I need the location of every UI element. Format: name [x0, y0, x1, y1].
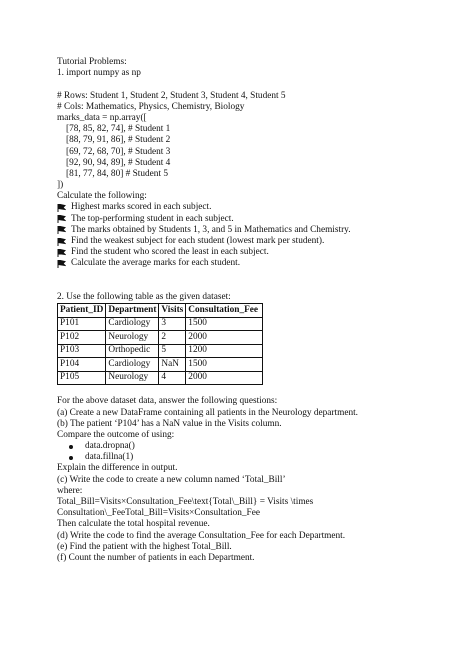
formula-line-1: Total_Bill=Visits×Consultation_Fee\text{Total\_Bill} = Visits \times — [57, 497, 314, 507]
table-cell: Cardiology — [106, 358, 159, 372]
bullet-dot-icon — [69, 456, 73, 460]
table-cell: 2000 — [186, 371, 263, 385]
marks-declaration: marks_data = np.array([ — [57, 112, 147, 123]
method-text: data.dropna() — [85, 441, 135, 452]
calc-intro: Calculate the following: — [57, 191, 147, 202]
table-cell: P103 — [58, 344, 106, 358]
explain-text: Explain the difference in output. — [57, 463, 178, 474]
table-cell: P105 — [58, 371, 106, 385]
table-row — [58, 371, 263, 385]
rows-comment: # Rows: Student 1, Student 2, Student 3, Student 4, Student 5 — [57, 90, 286, 101]
table-cell: 2000 — [186, 331, 263, 345]
flag-bullet-icon — [57, 226, 66, 234]
array-row: [88, 79, 91, 86], # Student 2 — [66, 135, 171, 146]
problem-2-title: 2. Use the following table as the given dataset: — [57, 291, 231, 302]
task-text: Highest marks scored in each subject. — [71, 202, 212, 213]
task-item — [57, 247, 457, 258]
formula-line-2: Consultation\_FeeTotal_Bill=Visits×Consultation_Fee — [57, 508, 260, 519]
task-item — [57, 202, 457, 213]
table-cell: 1200 — [186, 344, 263, 358]
cols-comment: # Cols: Mathematics, Physics, Chemistry, Biology — [57, 101, 245, 112]
question-b: (b) The patient ‘P104’ has a NaN value in the Visits column. — [57, 418, 282, 429]
table-cell: 1500 — [186, 317, 263, 331]
table-cell: 4 — [159, 371, 186, 385]
table-cell: 2 — [159, 331, 186, 345]
document-body — [57, 57, 457, 564]
flag-bullet-icon — [57, 204, 66, 212]
method-item — [57, 452, 457, 463]
questions-intro: For the above dataset data, answer the following questions: — [57, 396, 278, 407]
array-row: [81, 77, 84, 80] # Student 5 — [66, 168, 169, 179]
task-item — [57, 236, 457, 247]
method-text: data.fillna(1) — [85, 452, 134, 463]
table-cell: P102 — [58, 331, 106, 345]
flag-bullet-icon — [57, 215, 66, 223]
array-row: [92, 90, 94, 89], # Student 4 — [66, 157, 171, 168]
column-header: Consultation_Fee — [186, 304, 263, 318]
table-row — [58, 358, 263, 372]
question-a: (a) Create a new DataFrame containing all patients in the Neurology department. — [57, 407, 359, 418]
table-cell: 3 — [159, 317, 186, 331]
method-item — [57, 441, 457, 452]
then-text: Then calculate the total hospital revenue. — [57, 519, 210, 530]
problem-1-title: 1. import numpy as np — [57, 68, 141, 79]
patient-table — [57, 303, 263, 385]
flag-bullet-icon — [57, 260, 66, 268]
column-header: Visits — [159, 304, 186, 318]
array-rows — [57, 124, 457, 180]
table-header-row — [58, 304, 263, 318]
table-cell: 1500 — [186, 358, 263, 372]
task-item — [57, 214, 457, 225]
task-text: The marks obtained by Students 1, 3, and 5 in Mathematics and Chemistry. — [71, 224, 351, 235]
task-text: Calculate the average marks for each student. — [71, 258, 241, 269]
task-item — [57, 258, 457, 269]
table-cell: Neurology — [106, 331, 159, 345]
question-e: (e) Find the patient with the highest Total_Bill. — [57, 541, 232, 552]
table-cell: P104 — [58, 358, 106, 372]
flag-bullet-icon — [57, 238, 66, 246]
array-row: [78, 85, 82, 74], # Student 1 — [66, 124, 171, 135]
task-item — [57, 225, 457, 236]
table-cell: Neurology — [106, 371, 159, 385]
bullet-dot-icon — [69, 445, 73, 449]
task-text: Find the weakest subject for each student (lowest mark per student). — [71, 236, 325, 246]
table-row — [58, 317, 263, 331]
table-row — [58, 344, 263, 358]
heading: Tutorial Problems: — [57, 57, 127, 67]
table-cell: 5 — [159, 344, 186, 358]
task-text: The top-performing student in each subject. — [71, 213, 234, 224]
question-f: (f) Count the number of patients in each Department. — [57, 552, 255, 563]
task-list — [57, 202, 457, 269]
compare-text: Compare the outcome of using: — [57, 429, 175, 440]
table-cell: P101 — [58, 317, 106, 331]
array-close: ]) — [57, 180, 64, 191]
where-text: where: — [57, 485, 83, 496]
table-row — [58, 331, 263, 345]
table-cell: NaN — [159, 358, 186, 372]
column-header: Patient_ID — [58, 304, 106, 318]
column-header: Department — [106, 304, 159, 318]
table-cell: Cardiology — [106, 317, 159, 331]
question-c: (c) Write the code to create a new column named ‘Total_Bill’ — [57, 474, 286, 485]
array-row: [69, 72, 68, 70], # Student 3 — [66, 146, 171, 157]
question-d: (d) Write the code to find the average Consultation_Fee for each Department. — [57, 530, 346, 541]
flag-bullet-icon — [57, 249, 66, 257]
table-cell: Orthopedic — [106, 344, 159, 358]
task-text: Find the student who scored the least in each subject. — [71, 247, 269, 258]
